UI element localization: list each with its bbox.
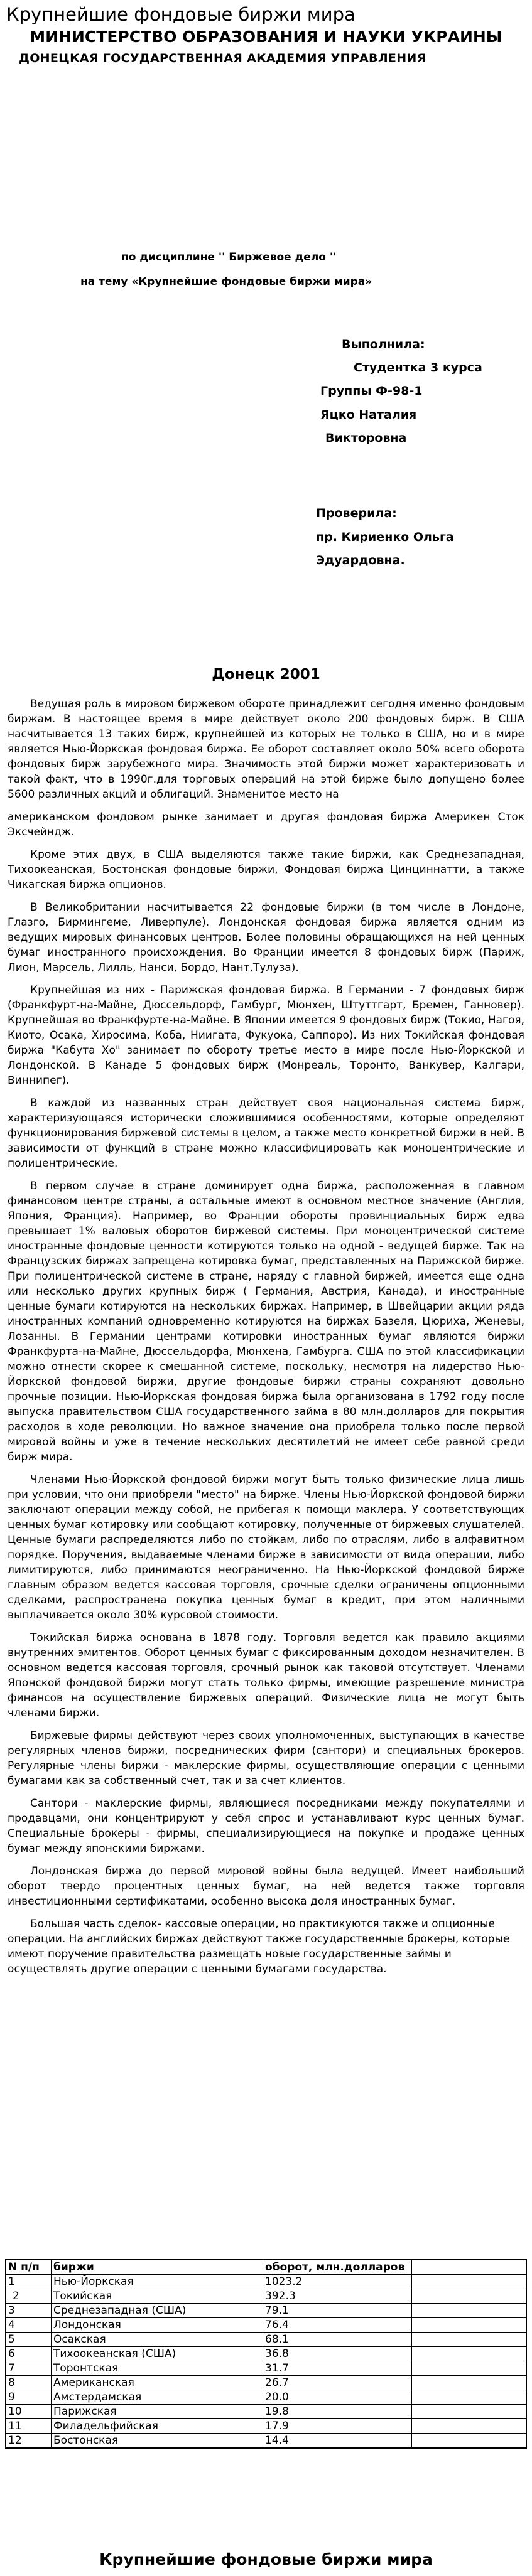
table-row	[6, 2347, 526, 2361]
paragraph: В каждой из названных стран действует своя национальная система бирж, характеризующаяся историчеcки сложившимися особенностями, которые определяют функционирования биржевой системы в целом, а также место конкретной биржи в ней. В зависимости от функций в стране можно классифицировать как моноцентрические и полицентрические.	[8, 1097, 524, 1170]
table-row	[6, 2333, 526, 2347]
paragraph: Токийская биржа основана в 1878 году. Торговля ведется как правило акциями внутренних эмитентов. Оборот ценных бумаг с фиксированным доходом незначителен. В основном ведется кассовая торговля, срочный рынок как таковой отсутствует. Членами Японской фондовой биржи могут стать только фирмы, имеющие разрешение министра финансов на осуществление биржевых операций. Физические лица не могут быть членами биржи.	[8, 1632, 524, 1719]
row-exchange: Нью-Йоркская	[52, 2275, 263, 2289]
row-turnover: 392.3	[263, 2289, 412, 2304]
row-turnover: 20.0	[263, 2390, 412, 2405]
paragraph: В первом случае в стране доминирует одна биржа, расположенная в главном финансовом центре страны, а остальные имеют в основном местное значение (Англия, Япония, Франция). Например, во Франции обороты провинциальных бирж едва превышает 1% валовых оборотов биржевой системы. При моноцентрической системе иностранные фондовые ценности котируются только на одной - ведущей бирже. Так на Французских биржах запрещена котировка бумаг, представленных на Парижской бирже. При полицентрической системе в стране, наряду с главной биржей, имеется еще одна или несколько других крупных бирж ( Германия, Австрия, Канада), и иностранные ценные бумаги котируются на нескольких биржах. Например, в Швейцарии акции ряда иностранных компаний одновременно котируются на биржах Базеля, Цюриха, Женевы, Лозанны. В Германии центрами котировки иностранных бумаг являются биржи Франкфурта-на-Майне, Дюссельдорфа, Мюнхена, Гамбурга. США по этой классификации можно отнести скорее к смешанной системе, поскольку, несмотря на лидерство Нью-Йоркской фондовой биржи, другие фондовые биржи страны сохраняют довольно прочные позиции. Нью-Йоркская фондовая биржа была организована в 1792 году после выпуска правительством США государственного займа в 80 млн.долларов для покрытия расходов в ходе революции. Но важное значение она приобрела только после первой мировой войны и уже в течение нескольких десятилетий не имеет себе равной среди бирж мира.	[8, 1180, 524, 1463]
row-empty	[412, 2289, 527, 2304]
row-number: 7	[6, 2361, 52, 2376]
topic-line: на тему «Крупнейшие фондовые биржи мира»	[80, 275, 372, 288]
row-turnover: 68.1	[263, 2333, 412, 2347]
row-exchange: Токийская	[52, 2289, 263, 2304]
reviewer-name: пр. Кириенко Ольга	[316, 530, 454, 544]
row-exchange: Бостонская	[52, 2434, 263, 2449]
row-turnover: 36.8	[263, 2347, 412, 2361]
row-number: 10	[6, 2405, 52, 2419]
paragraph: американском фондовом рынке занимает и другая фондовая биржа Америкен Сток Эксчейндж.	[8, 811, 524, 838]
row-number: 8	[6, 2376, 52, 2390]
row-exchange: Американская	[52, 2376, 263, 2390]
row-empty	[412, 2275, 527, 2289]
row-number: 11	[6, 2419, 52, 2434]
row-turnover: 31.7	[263, 2361, 412, 2376]
author-group: Группы Ф-98-1	[320, 384, 423, 398]
table-row	[6, 2376, 526, 2390]
row-exchange: Лондонская	[52, 2318, 263, 2333]
header-empty	[412, 2260, 527, 2275]
table-header-row	[6, 2260, 526, 2275]
header-number: N п/п	[6, 2260, 52, 2275]
exchanges-table	[5, 2259, 527, 2449]
row-exchange: Тихоокеанская (США)	[52, 2347, 263, 2361]
row-turnover: 76.4	[263, 2318, 412, 2333]
row-number: 3	[6, 2304, 52, 2318]
page-title: Крупнейшие фондовые биржи мира	[6, 4, 356, 25]
author-patronymic: Викторовна	[325, 431, 407, 445]
reviewer-patronymic: Эдуардовна.	[316, 553, 405, 567]
paragraph: Биржевые фирмы действуют через своих уполномоченных, выступающих в качестве регулярных членов биржи, посреднических фирм (сантори) и специальных брокеров. Регулярные члены биржи - маклерские фирмы, осуществляющие операции с ценными бумагами как за собственный счет, так и за счет клиентов.	[8, 1729, 524, 1787]
row-number: 2	[6, 2289, 52, 2304]
academy-heading: ДОНЕЦКАЯ ГОСУДАРСТВЕННАЯ АКАДЕМИЯ УПРАВЛЕНИЯ	[19, 51, 426, 65]
header-turnover: оборот, млн.долларов	[263, 2260, 412, 2275]
author-course: Студентка 3 курса	[354, 361, 482, 375]
table-row	[6, 2405, 526, 2419]
author-heading: Выполнила:	[342, 338, 425, 351]
paragraph: Большая часть сделок- кассовые операции, но практикуются также и опционные операции. На английских биржах действуют также государственные брокеры, которые имеют поручение правительства размещать новые государственные займы и осуществлять другие операции с ценными бумагами государства.	[8, 1918, 510, 1975]
row-exchange: Парижская	[52, 2405, 263, 2419]
row-turnover: 19.8	[263, 2405, 412, 2419]
row-empty	[412, 2318, 527, 2333]
paragraph: Крупнейшая из них - Парижская фондовая биржа. В Германии - 7 фондовых бирж (Франкфурт-на-Майне, Дюссельдорф, Гамбург, Мюнхен, Штуттгарт, Бремен, Ганновер). Крупнейшая во Франкфурте-на-Майне. В Японии имеется 9 фондовых бирж (Токио, Нагоя, Киото, Осака, Хиросима, Коба, Ниигата, Фукуока, Саппоро). Из них Токийская фондовая биржа "Кабута Хо" занимает по обороту третье место в мире после Нью-Йоркской и Лондонской. В Канаде 5 фондовых бирж (Монреаль, Торонто, Ванкувер, Калгари, Виннипег).	[8, 984, 524, 1087]
row-number: 12	[6, 2434, 52, 2449]
bottom-title: Крупнейшие фондовые биржи мира	[99, 2550, 433, 2568]
row-empty	[412, 2376, 527, 2390]
row-number: 9	[6, 2390, 52, 2405]
paragraph: Кроме этих двух, в США выделяются также такие биржи, как Среднезападная, Тихоокеанская, Бостонская фондовые биржи, Фондовая биржа Цинциннатти, а также Чикагская биржа опционов.	[8, 848, 524, 891]
reviewer-heading: Проверила:	[316, 506, 397, 520]
row-turnover: 26.7	[263, 2376, 412, 2390]
row-empty	[412, 2419, 527, 2434]
row-number: 6	[6, 2347, 52, 2361]
table-row	[6, 2390, 526, 2405]
row-empty	[412, 2390, 527, 2405]
row-empty	[412, 2347, 527, 2361]
author-name: Яцко Наталия	[320, 408, 417, 422]
row-exchange: Среднезападная (США)	[52, 2304, 263, 2318]
paragraph: В Великобритании насчитывается 22 фондовые биржи (в том числе в Лондоне, Глазго, Бирмингеме, Ливерпуле). Лондонская фондовая биржа является одним из ведущих мировых финансовых центров. Более половины обращающихся на ней ценных бумаг иностранного происхождения. Во Франции имеется 8 фондовых бирж (Париж, Лион, Марсель, Лилль, Нанси, Бордо, Нант,Тулуза).	[8, 901, 524, 974]
discipline-line: по дисциплине '' Биржевое дело ''	[121, 251, 337, 264]
header-exchange: биржи	[52, 2260, 263, 2275]
row-number: 4	[6, 2318, 52, 2333]
row-number: 1	[6, 2275, 52, 2289]
table-row	[6, 2361, 526, 2376]
row-empty	[412, 2361, 527, 2376]
table-row	[6, 2318, 526, 2333]
row-turnover: 14.4	[263, 2434, 412, 2449]
table-row	[6, 2419, 526, 2434]
row-exchange: Осакская	[52, 2333, 263, 2347]
paragraph: Ведущая роль в мировом биржевом обороте принадлежит сегодня именно фондовым биржам. В настоящее время в мире действует около 200 фондовых бирж. В США насчитывается 13 таких бирж, крупнейшей из которых не только в США, но и в мире является Нью-Йоркская фондовая биржа. Ее оборот составляет около 50% всего оборота фондовых бирж зарубежного мира. Значимость этой биржи может характеризовать и такой факт, что в 1990г.для торговых операций на этой бирже было допущено более 5600 различных акций и облигаций. Знаменитое место на	[8, 698, 524, 801]
row-turnover: 1023.2	[263, 2275, 412, 2289]
paragraph: Лондонская биржа до первой мировой войны была ведущей. Имеет наибольший оборот твердо процентных ценных бумаг, на ней ведется также торговля инвестиционными сертификатами, особенно высока доля иностранных бумаг.	[8, 1865, 524, 1908]
row-exchange: Филадельфийская	[52, 2419, 263, 2434]
body-text	[8, 697, 524, 1984]
row-exchange: Торонтская	[52, 2361, 263, 2376]
row-turnover: 79.1	[263, 2304, 412, 2318]
table-row	[6, 2289, 526, 2304]
city-year: Донецк 2001	[212, 666, 320, 683]
row-empty	[412, 2405, 527, 2419]
paragraph: Членами Нью-Йоркской фондовой биржи могут быть только физические лица лишь при условии, что они приобрели "место" на бирже. Члены Нью-Йоркской фондовой биржи заключают операции между собой, не прибегая к помощи маклера. У соответствующих ценных бумаг котировку или сообщают котировку, полученные от биржевых слушателей. Ценные бумаги распределяются либо по стойкам, либо по отраслям, либо в алфавитном порядке. Поручения, выдаваемые членами бирже в зависимости от вида операции, либо лимитируются, либо принимаются неограниченно. На Нью-Йоркской фондовой бирже главным образом ведется кассовая торговля, срочные сделки ограничены опционными сделками, распространена покупка ценных бумаг в кредит, при этом наличными выплачивается около 30% курсовой стоимости.	[8, 1473, 524, 1622]
row-number: 5	[6, 2333, 52, 2347]
table-row	[6, 2434, 526, 2449]
table-row	[6, 2275, 526, 2289]
row-empty	[412, 2304, 527, 2318]
table-row	[6, 2304, 526, 2318]
ministry-heading: МИНИСТЕРСТВО ОБРАЗОВАНИЯ И НАУКИ УКРАИНЫ	[30, 28, 502, 46]
row-empty	[412, 2434, 527, 2449]
paragraph: Сантори - маклерские фирмы, являющиеся посредниками между покупателями и продавцами, они концентрируют у себя спрос и устанавливают курс ценных бумаг. Специальные брокеры - фирмы, специализирующиеся на покупке и продаже ценных бумаг между японскими биржами.	[8, 1797, 524, 1855]
row-turnover: 17.9	[263, 2419, 412, 2434]
row-exchange: Амстердамская	[52, 2390, 263, 2405]
row-empty	[412, 2333, 527, 2347]
